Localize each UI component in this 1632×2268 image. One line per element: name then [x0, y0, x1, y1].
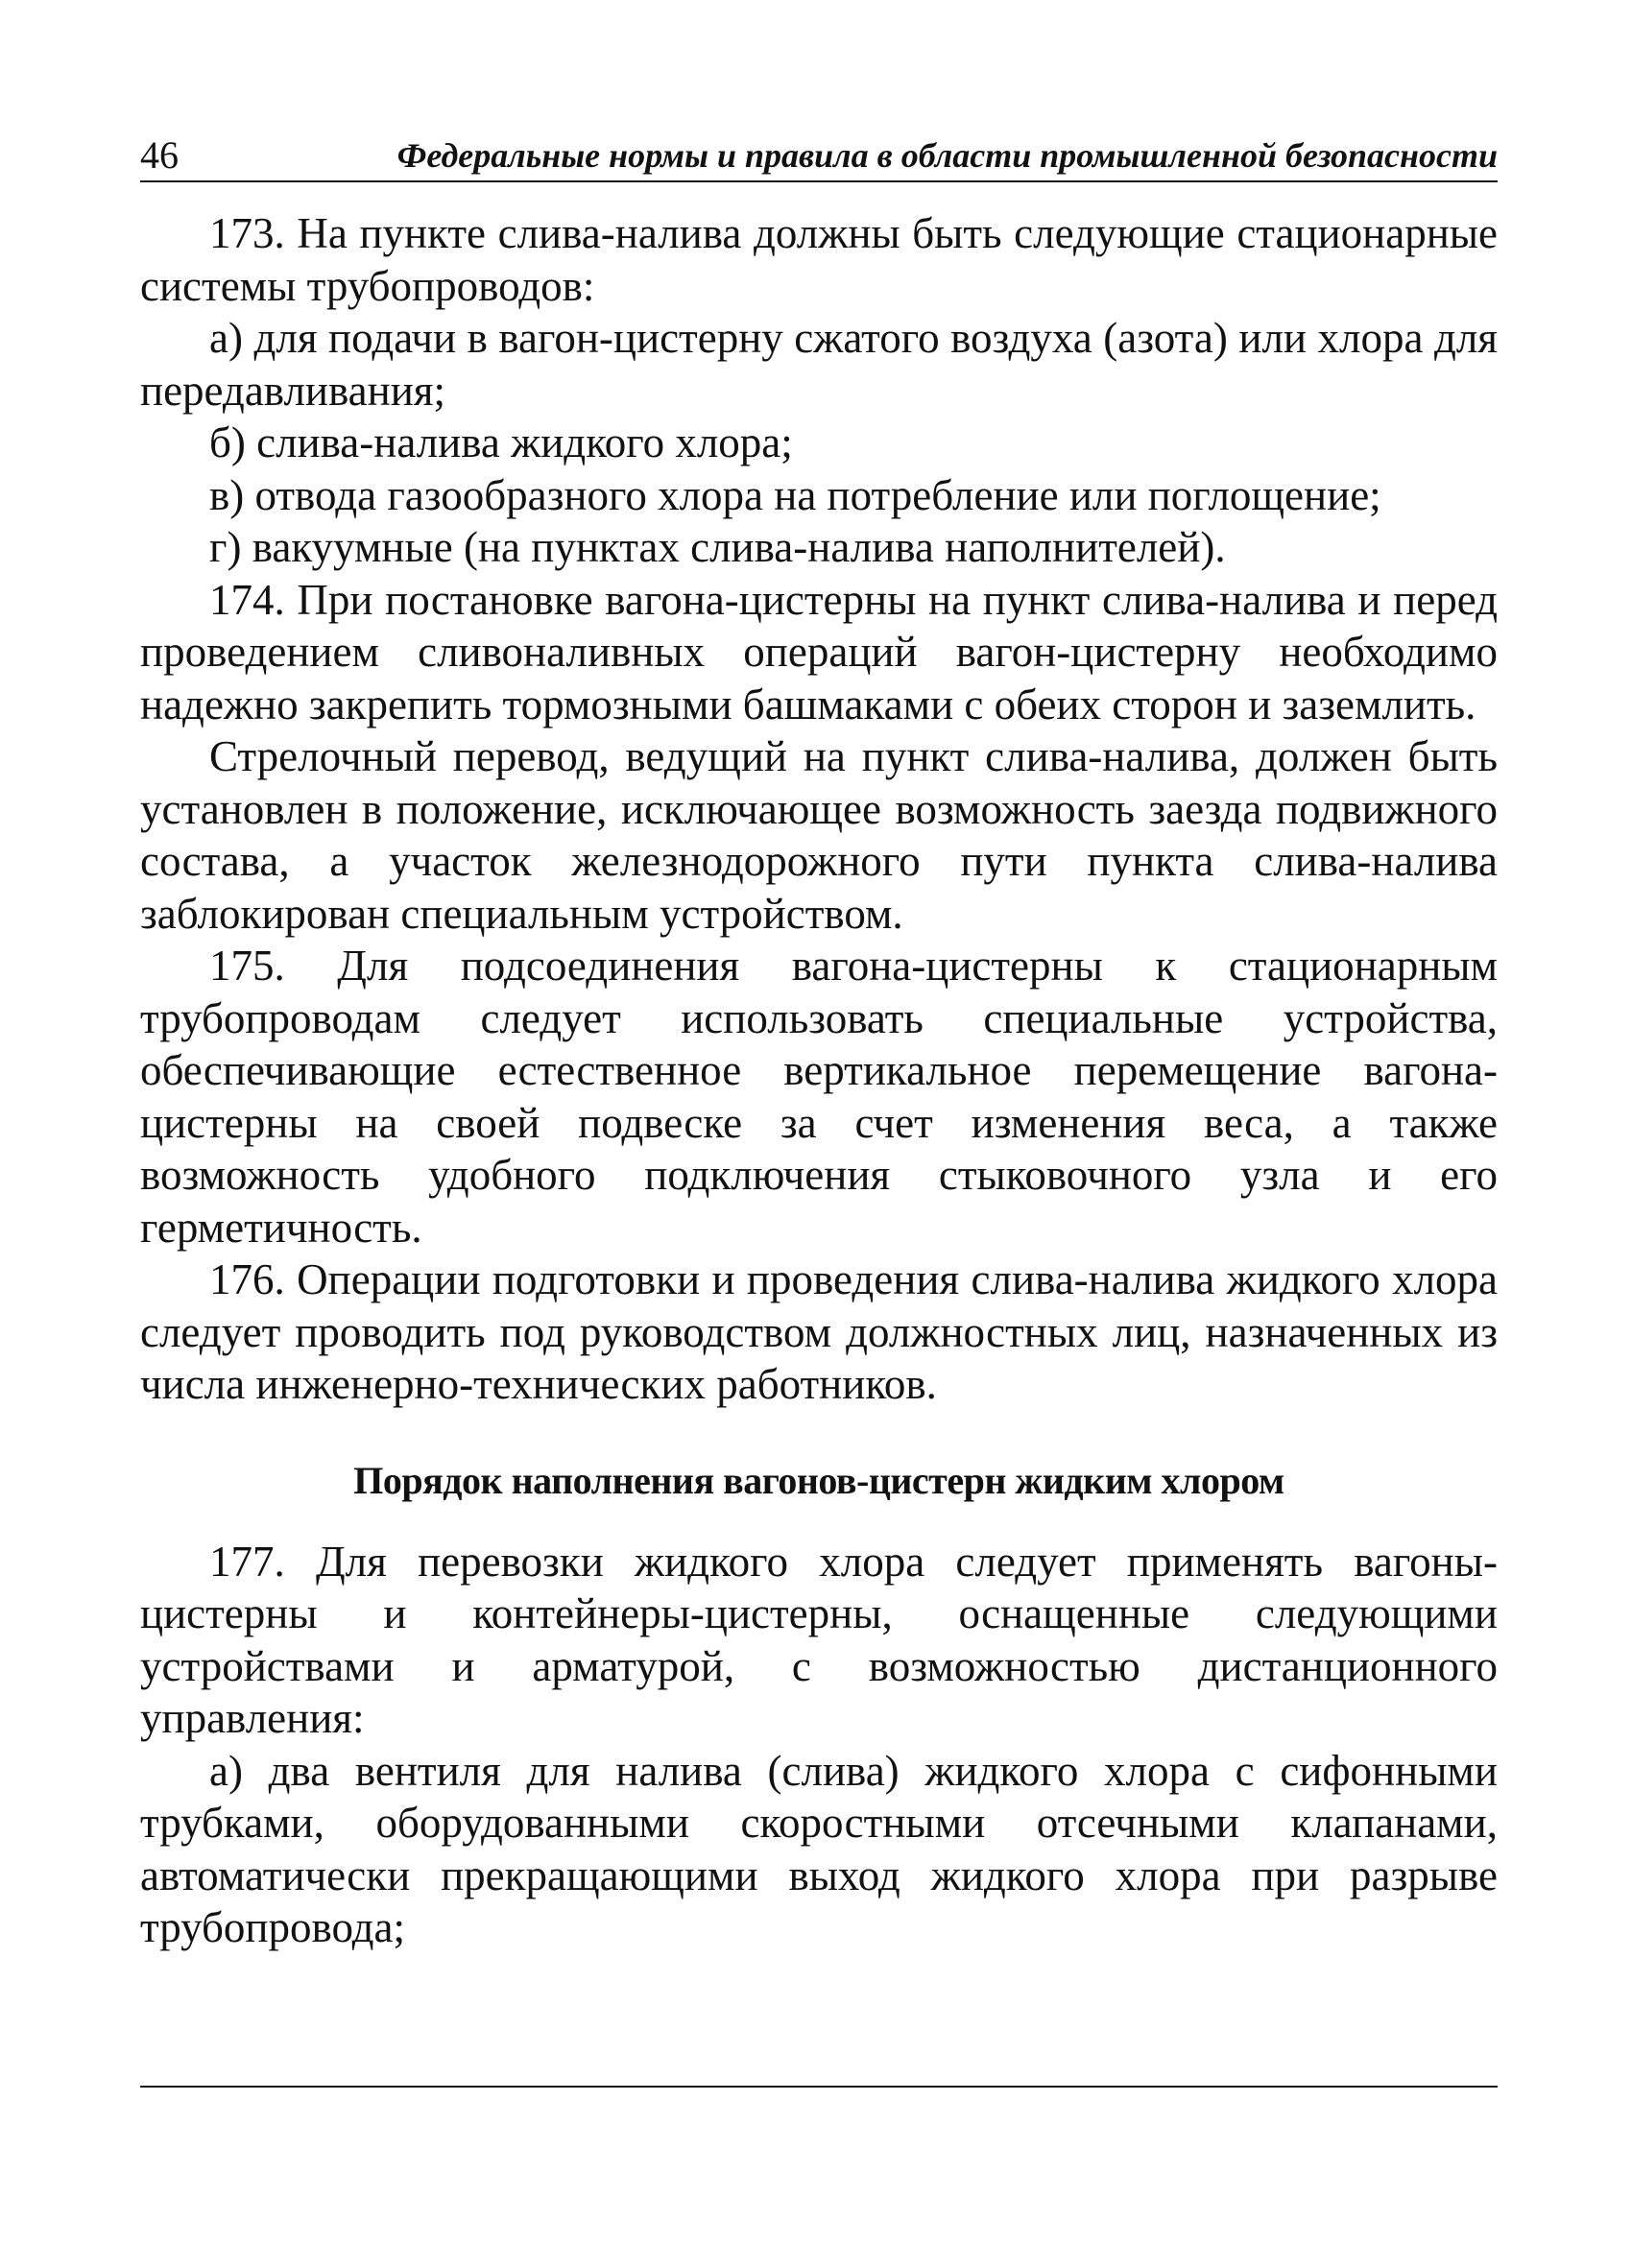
body-text: [140, 207, 1498, 1954]
list-item-v: в) отвода газообразного хлора на потребление или поглощение;: [209, 470, 1381, 519]
paragraph-174: 174. При постановке вагона-цистерны на пункт слива-налива и перед проведением сливоналивных операций вагон-цистерну необходимо надежно закрепить тормозными башмаками с обеих сторон и заземлить.: [140, 575, 1498, 728]
footer-rule: [140, 2086, 1498, 2088]
running-title: Федеральные нормы и правила в области промышленной безопасности: [396, 136, 1498, 175]
paragraph-174-cont: Стрелочный перевод, ведущий на пункт слива-налива, должен быть установлен в положение, исключающее возможность заезда подвижного состава, а участок железнодорожного пути пункта слива-налива заблокирован специальным устройством.: [140, 732, 1498, 938]
list-item-a: а) для подачи в вагон-цистерну сжатого воздуха (азота) или хлора для передавливания;: [140, 314, 1498, 415]
list-item-b: б) слива-налива жидкого хлора;: [209, 418, 793, 466]
paragraph-177-item-a: а) два вентиля для налива (слива) жидкого хлора с сифонными трубками, оборудованными скоростными отсечными клапанами, автоматически прекращающими выход жидкого хлора при разрыве трубопровода;: [140, 1746, 1498, 1951]
paragraph-173: 173. На пункте слива-налива должны быть следующие стационарные системы трубопроводов:: [140, 209, 1498, 310]
page-header: [140, 131, 1498, 182]
list-item-g: г) вакуумные (на пунктах слива-налива наполнителей).: [209, 523, 1226, 571]
paragraph-176: 176. Операции подготовки и проведения слива-налива жидкого хлора следует проводить под руководством должностных лиц, назначенных из числа инженерно-технических работников.: [140, 1255, 1498, 1408]
paragraph-177: 177. Для перевозки жидкого хлора следует применять вагоны-цистерны и контейнеры-цистерны, оснащенные следующими устройствами и арматурой, с возможностью дистанционного управления:: [140, 1537, 1498, 1742]
section-heading: Порядок наполнения вагонов-цистерн жидким хлором: [353, 1458, 1284, 1502]
paragraph-175: 175. Для подсоединения вагона-цистерны к стационарным трубопроводам следует использовать специальные устройства, обеспечивающие естественное вертикальное перемещение вагона-цистерны на своей подвеске за счет изменения веса, а также возможность удобного подключения стыковочного узла и его герметичность.: [140, 942, 1498, 1252]
page-number: 46: [140, 133, 179, 177]
